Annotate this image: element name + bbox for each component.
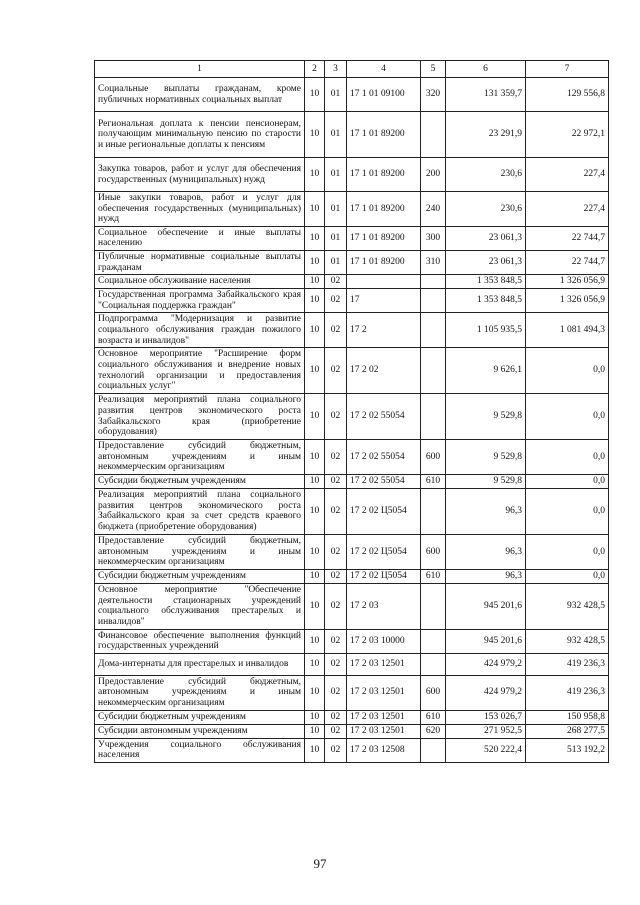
row-subsection-code: 02 [325, 488, 347, 534]
table-row [95, 653, 609, 675]
row-name: Предоставление субсидий бюджетным, автономным учреждениям и иным некоммерческим организациям [95, 675, 305, 710]
row-amount-col7: 0,0 [526, 474, 609, 488]
row-amount-col7: 22 744,7 [526, 250, 609, 274]
table-row [95, 440, 609, 475]
row-section-code: 10 [305, 710, 325, 724]
row-section-code: 10 [305, 275, 325, 289]
row-target-article-code: 17 1 01 89200 [347, 192, 421, 227]
row-subsection-code: 02 [325, 629, 347, 653]
table-row [95, 534, 609, 569]
row-target-article-code: 17 1 01 09100 [347, 78, 421, 112]
row-target-article-code: 17 2 02 Ц5054 [347, 488, 421, 534]
row-amount-col6: 424 979,2 [446, 675, 526, 710]
table-row [95, 289, 609, 313]
row-target-article-code: 17 2 02 55054 [347, 440, 421, 475]
table-row [95, 629, 609, 653]
row-amount-col7: 268 277,5 [526, 724, 609, 738]
row-target-article-code: 17 2 02 55054 [347, 394, 421, 440]
row-section-code: 10 [305, 289, 325, 313]
table-row [95, 112, 609, 158]
row-expense-type-code: 600 [421, 675, 446, 710]
row-amount-col7: 1 326 056,9 [526, 289, 609, 313]
row-expense-type-code [421, 394, 446, 440]
row-amount-col7: 0,0 [526, 394, 609, 440]
header-cell-7: 7 [526, 61, 609, 78]
row-name: Реализация мероприятий плана социального развития центров экономического роста Забайкальского края (приобретение оборудования) [95, 394, 305, 440]
row-amount-col6: 96,3 [446, 534, 526, 569]
row-amount-col7: 129 556,8 [526, 78, 609, 112]
row-amount-col6: 9 529,8 [446, 440, 526, 475]
row-amount-col6: 945 201,6 [446, 629, 526, 653]
row-amount-col7: 22 972,1 [526, 112, 609, 158]
header-cell-4: 4 [347, 61, 421, 78]
row-amount-col7: 0,0 [526, 534, 609, 569]
row-subsection-code: 02 [325, 289, 347, 313]
row-expense-type-code [421, 348, 446, 394]
row-amount-col6: 9 529,8 [446, 474, 526, 488]
row-name: Дома-интернаты для престарелых и инвалидов [95, 653, 305, 675]
row-expense-type-code: 320 [421, 78, 446, 112]
row-amount-col6: 9 529,8 [446, 394, 526, 440]
row-amount-col7: 0,0 [526, 440, 609, 475]
row-subsection-code: 02 [325, 440, 347, 475]
row-expense-type-code [421, 112, 446, 158]
row-section-code: 10 [305, 226, 325, 250]
row-expense-type-code: 240 [421, 192, 446, 227]
row-amount-col6: 23 061,3 [446, 250, 526, 274]
row-subsection-code: 02 [325, 710, 347, 724]
row-name: Региональная доплата к пенсии пенсионерам, получающим минимальную пенсию по старости и иные региональные доплаты к пенсиям [95, 112, 305, 158]
table-row [95, 192, 609, 227]
table-row [95, 474, 609, 488]
row-name: Подпрограмма "Модернизация и развитие социального обслуживания граждан пожилого возраста и инвалидов" [95, 313, 305, 348]
row-name: Реализация мероприятий плана социального развития центров экономического роста Забайкальского края за счет средств краевого бюджета (приобретение оборудования) [95, 488, 305, 534]
row-amount-col7: 932 428,5 [526, 583, 609, 629]
table-row [95, 158, 609, 192]
row-section-code: 10 [305, 250, 325, 274]
row-target-article-code [347, 275, 421, 289]
table-row [95, 226, 609, 250]
row-amount-col6: 424 979,2 [446, 653, 526, 675]
header-row [95, 61, 609, 78]
row-amount-col7: 227,4 [526, 158, 609, 192]
row-target-article-code: 17 2 02 Ц5054 [347, 534, 421, 569]
row-section-code: 10 [305, 653, 325, 675]
row-name: Основное мероприятие "Обеспечение деятельности стационарных учреждений социального обслуживания престарелых и инвалидов" [95, 583, 305, 629]
row-name: Публичные нормативные социальные выплаты гражданам [95, 250, 305, 274]
row-amount-col7: 150 958,8 [526, 710, 609, 724]
row-amount-col7: 0,0 [526, 488, 609, 534]
row-target-article-code: 17 2 03 [347, 583, 421, 629]
row-amount-col6: 230,6 [446, 158, 526, 192]
row-amount-col6: 230,6 [446, 192, 526, 227]
budget-table [94, 60, 609, 763]
row-name: Предоставление субсидий бюджетным, автономным учреждениям и иным некоммерческим организациям [95, 440, 305, 475]
row-section-code: 10 [305, 192, 325, 227]
row-name: Закупка товаров, работ и услуг для обеспечения государственных (муниципальных) нужд [95, 158, 305, 192]
row-name: Субсидии бюджетным учреждениям [95, 569, 305, 583]
row-target-article-code: 17 1 01 89200 [347, 158, 421, 192]
row-target-article-code: 17 2 03 12508 [347, 738, 421, 762]
row-amount-col7: 22 744,7 [526, 226, 609, 250]
row-amount-col6: 23 061,3 [446, 226, 526, 250]
row-amount-col6: 96,3 [446, 488, 526, 534]
table-row [95, 348, 609, 394]
table-row [95, 724, 609, 738]
row-name: Субсидии бюджетным учреждениям [95, 474, 305, 488]
row-expense-type-code: 310 [421, 250, 446, 274]
row-name: Финансовое обеспечение выполнения функций государственных учреждений [95, 629, 305, 653]
row-section-code: 10 [305, 569, 325, 583]
table-row [95, 250, 609, 274]
row-section-code: 10 [305, 488, 325, 534]
table-row [95, 78, 609, 112]
row-expense-type-code: 610 [421, 569, 446, 583]
row-amount-col7: 0,0 [526, 348, 609, 394]
row-subsection-code: 02 [325, 653, 347, 675]
table-row [95, 275, 609, 289]
row-target-article-code: 17 2 02 Ц5054 [347, 569, 421, 583]
row-target-article-code: 17 1 01 89200 [347, 226, 421, 250]
row-name: Социальное обеспечение и иные выплаты населению [95, 226, 305, 250]
row-amount-col7: 1 081 494,3 [526, 313, 609, 348]
row-section-code: 10 [305, 474, 325, 488]
row-subsection-code: 02 [325, 394, 347, 440]
budget-table-page [94, 60, 608, 763]
row-subsection-code: 01 [325, 226, 347, 250]
table-row [95, 583, 609, 629]
row-amount-col6: 271 952,5 [446, 724, 526, 738]
row-section-code: 10 [305, 348, 325, 394]
row-expense-type-code: 600 [421, 440, 446, 475]
row-amount-col7: 513 192,2 [526, 738, 609, 762]
row-name: Субсидии бюджетным учреждениям [95, 710, 305, 724]
row-name: Иные закупки товаров, работ и услуг для обеспечения государственных (муниципальных) нужд [95, 192, 305, 227]
row-amount-col6: 96,3 [446, 569, 526, 583]
row-amount-col7: 419 236,3 [526, 653, 609, 675]
table-row [95, 488, 609, 534]
header-cell-3: 3 [325, 61, 347, 78]
row-subsection-code: 01 [325, 192, 347, 227]
row-amount-col6: 945 201,6 [446, 583, 526, 629]
row-name: Основное мероприятие "Расширение форм социального обслуживания и внедрение новых технологий организации и предоставления социальных услуг" [95, 348, 305, 394]
row-amount-col6: 153 026,7 [446, 710, 526, 724]
row-target-article-code: 17 2 03 10000 [347, 629, 421, 653]
row-section-code: 10 [305, 738, 325, 762]
header-cell-5: 5 [421, 61, 446, 78]
row-expense-type-code [421, 289, 446, 313]
row-expense-type-code: 300 [421, 226, 446, 250]
row-section-code: 10 [305, 394, 325, 440]
row-amount-col6: 1 353 848,5 [446, 275, 526, 289]
row-target-article-code: 17 2 02 [347, 348, 421, 394]
table-row [95, 313, 609, 348]
row-expense-type-code: 200 [421, 158, 446, 192]
row-section-code: 10 [305, 629, 325, 653]
row-subsection-code: 02 [325, 275, 347, 289]
row-target-article-code: 17 2 [347, 313, 421, 348]
row-subsection-code: 02 [325, 313, 347, 348]
row-section-code: 10 [305, 158, 325, 192]
table-row [95, 675, 609, 710]
row-target-article-code: 17 2 02 55054 [347, 474, 421, 488]
row-amount-col6: 23 291,9 [446, 112, 526, 158]
row-amount-col6: 1 353 848,5 [446, 289, 526, 313]
row-subsection-code: 01 [325, 78, 347, 112]
row-target-article-code: 17 2 03 12501 [347, 710, 421, 724]
header-cell-1: 1 [95, 61, 305, 78]
row-expense-type-code [421, 738, 446, 762]
row-amount-col7: 932 428,5 [526, 629, 609, 653]
row-amount-col6: 9 626,1 [446, 348, 526, 394]
row-name: Предоставление субсидий бюджетным, автономным учреждениям и иным некоммерческим организациям [95, 534, 305, 569]
row-target-article-code: 17 2 03 12501 [347, 724, 421, 738]
row-subsection-code: 02 [325, 675, 347, 710]
table-row [95, 394, 609, 440]
row-target-article-code: 17 2 03 12501 [347, 675, 421, 710]
row-name: Субсидии автономным учреждениям [95, 724, 305, 738]
row-subsection-code: 02 [325, 348, 347, 394]
row-subsection-code: 01 [325, 158, 347, 192]
row-amount-col7: 1 326 056,9 [526, 275, 609, 289]
row-target-article-code: 17 1 01 89200 [347, 112, 421, 158]
row-expense-type-code [421, 313, 446, 348]
row-expense-type-code [421, 629, 446, 653]
row-subsection-code: 02 [325, 534, 347, 569]
row-amount-col6: 520 222,4 [446, 738, 526, 762]
row-section-code: 10 [305, 724, 325, 738]
row-amount-col7: 0,0 [526, 569, 609, 583]
row-expense-type-code: 610 [421, 710, 446, 724]
row-subsection-code: 02 [325, 738, 347, 762]
header-cell-2: 2 [305, 61, 325, 78]
row-subsection-code: 01 [325, 112, 347, 158]
row-subsection-code: 02 [325, 583, 347, 629]
row-section-code: 10 [305, 675, 325, 710]
row-expense-type-code [421, 275, 446, 289]
row-section-code: 10 [305, 313, 325, 348]
row-target-article-code: 17 2 03 12501 [347, 653, 421, 675]
row-subsection-code: 02 [325, 474, 347, 488]
row-amount-col6: 131 359,7 [446, 78, 526, 112]
table-body [95, 78, 609, 763]
row-subsection-code: 02 [325, 724, 347, 738]
row-expense-type-code [421, 653, 446, 675]
table-row [95, 710, 609, 724]
row-target-article-code: 17 [347, 289, 421, 313]
row-section-code: 10 [305, 583, 325, 629]
header-cell-6: 6 [446, 61, 526, 78]
row-subsection-code: 01 [325, 250, 347, 274]
row-name: Социальное обслуживание населения [95, 275, 305, 289]
row-target-article-code: 17 1 01 89200 [347, 250, 421, 274]
row-name: Государственная программа Забайкальского края "Социальная поддержка граждан" [95, 289, 305, 313]
table-row [95, 569, 609, 583]
page-number: 97 [313, 856, 327, 871]
row-section-code: 10 [305, 440, 325, 475]
row-expense-type-code: 610 [421, 474, 446, 488]
row-expense-type-code [421, 583, 446, 629]
row-section-code: 10 [305, 78, 325, 112]
table-row [95, 738, 609, 762]
row-subsection-code: 02 [325, 569, 347, 583]
row-expense-type-code: 600 [421, 534, 446, 569]
row-amount-col7: 227,4 [526, 192, 609, 227]
row-expense-type-code [421, 488, 446, 534]
row-section-code: 10 [305, 112, 325, 158]
row-amount-col7: 419 236,3 [526, 675, 609, 710]
row-name: Учреждения социального обслуживания населения [95, 738, 305, 762]
row-amount-col6: 1 105 935,5 [446, 313, 526, 348]
row-name: Социальные выплаты гражданам, кроме публичных нормативных социальных выплат [95, 78, 305, 112]
row-section-code: 10 [305, 534, 325, 569]
row-expense-type-code: 620 [421, 724, 446, 738]
